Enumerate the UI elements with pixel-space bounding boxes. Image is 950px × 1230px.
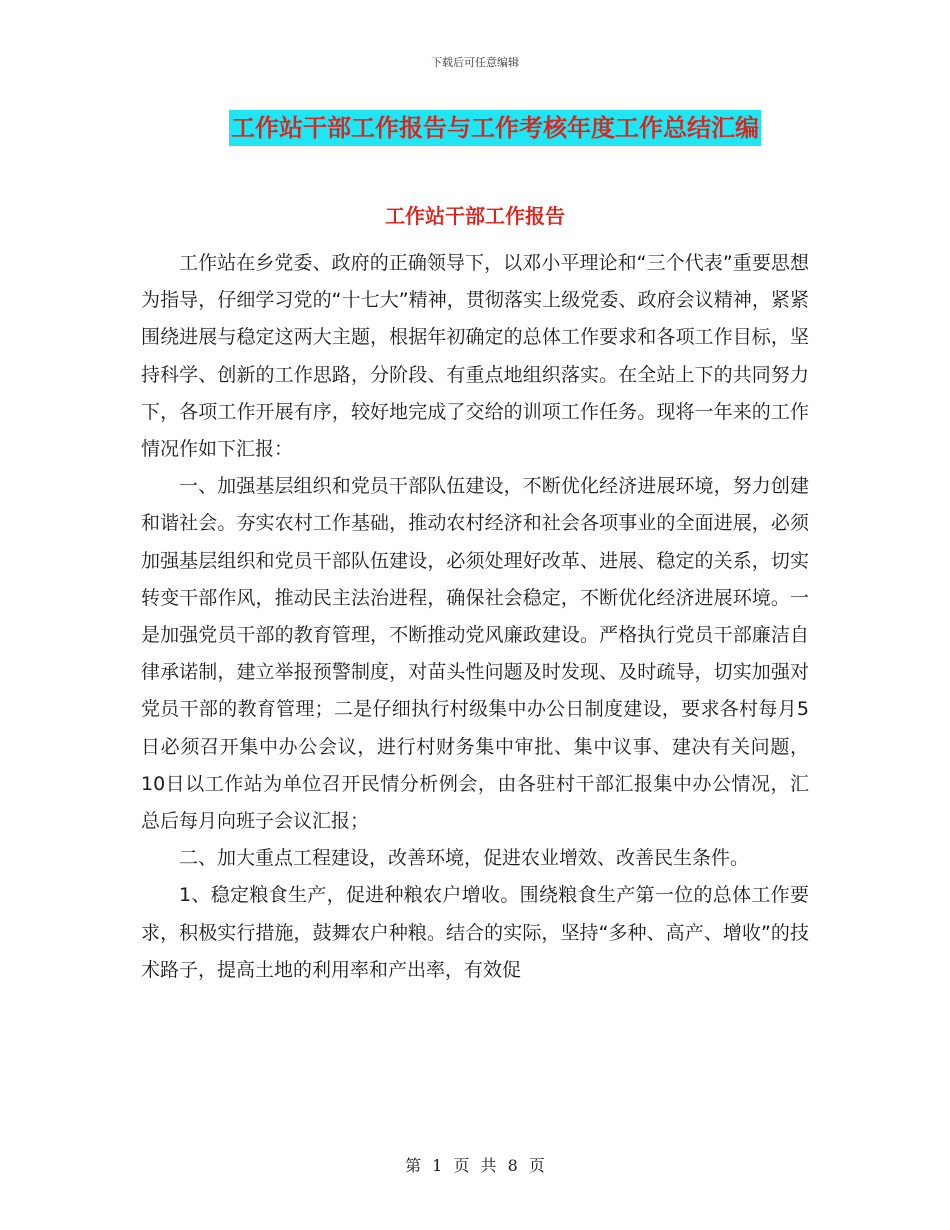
document-body [141, 245, 809, 989]
paragraph-intro: 工作站在乡党委、政府的正确领导下，以邓小平理论和“三个代表”重要思想为指导，仔细学习党的“十七大”精神，贯彻落实上级党委、政府会议精神，紧紧围绕进展与稳定这两大主题，根据年初确定的总体工作要求和各项工作目标，坚持科学、创新的工作思路，分阶段、有重点地组织落实。在全站上下的共同努力下，各项工作开展有序，较好地完成了交给的训项工作任务。现将一年来的工作情况作如下汇报： [141, 252, 809, 461]
page-footer: 第 1 页 共 8 页 [405, 1156, 545, 1175]
paragraph-section-two: 二、加大重点工程建设，改善环境，促进农业增效、改善民生条件。 [179, 847, 750, 870]
header-note: 下载后可任意编辑 [431, 56, 519, 69]
main-title-container [0, 110, 950, 146]
paragraph-section-one: 一、加强基层组织和党员干部队伍建设，不断优化经济进展环境，努力创建和谐社会。夯实农村工作基础，推动农村经济和社会各项事业的全面进展，必须加强基层组织和党员干部队伍建设，必须处理好改革、进展、稳定的关系，切实转变干部作风，推动民主法治进程，确保社会稳定，不断优化经济进展环境。一是加强党员干部的教育管理，不断推动党风廉政建设。严格执行党员干部廉洁自律承诺制，建立举报预警制度，对苗头性问题及时发现、及时疏导，切实加强对党员干部的教育管理；二是仔细执行村级集中办公日制度建设，要求各村每月5日必须召开集中办公会议，进行村财务集中审批、集中议事、建决有关问题，10日以工作站为单位召开民情分析例会，由各驻村干部汇报集中办公情况，汇总后每月向班子会议汇报； [141, 475, 809, 833]
main-title: 工作站干部工作报告与工作考核年度工作总结汇编 [229, 110, 761, 146]
section-title: 工作站干部工作报告 [385, 204, 565, 228]
paragraph-item-one: 1、稳定粮食生产，促进种粮农户增收。围绕粮食生产第一位的总体工作要求，积极实行措施，鼓舞农户种粮。结合的实际，坚持“多种、高产、增收”的技术路子，提高土地的利用率和产出率，有效促 [141, 884, 809, 981]
